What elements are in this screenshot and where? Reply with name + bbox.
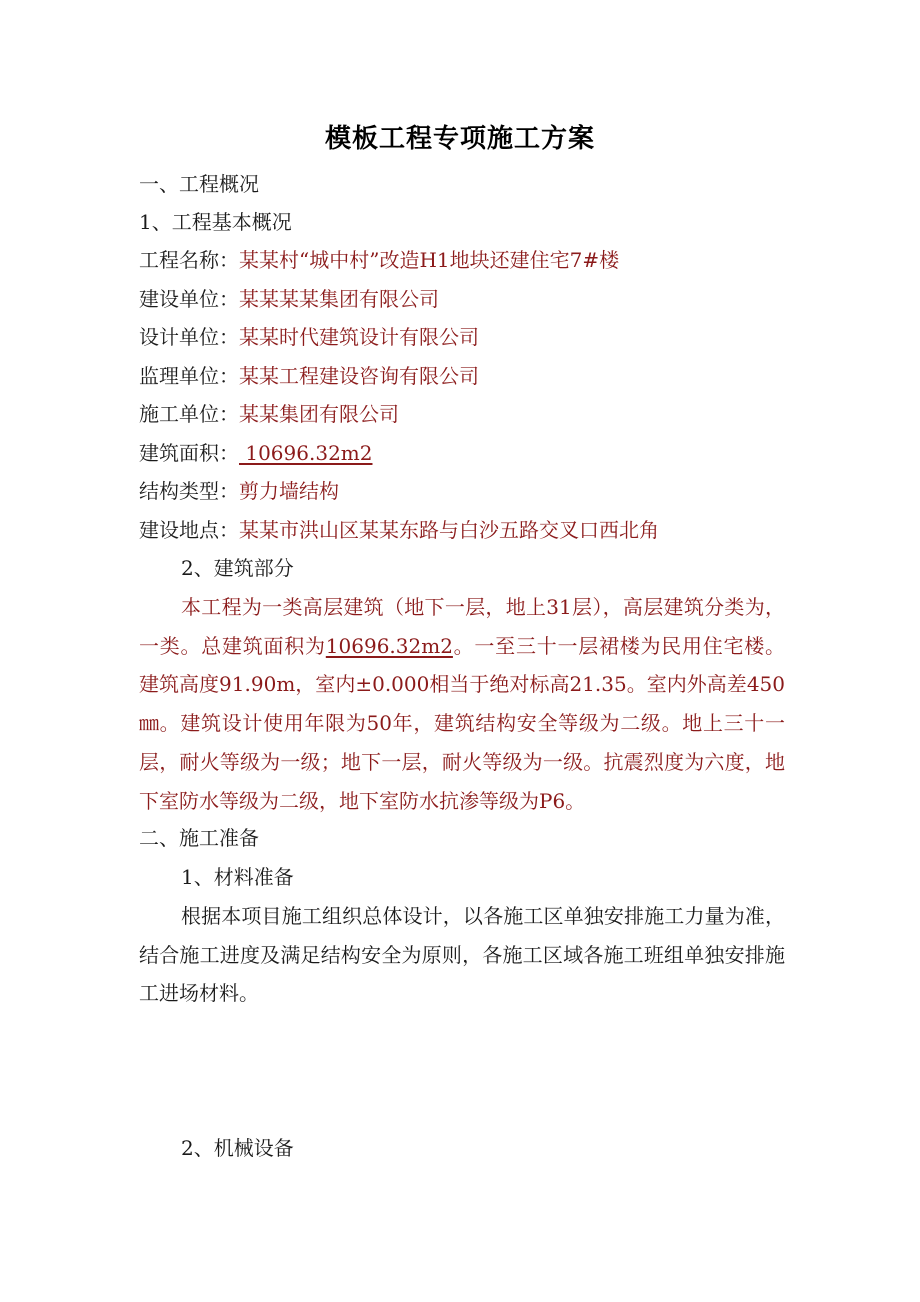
info-label: 建筑面积： (139, 441, 239, 465)
subsection-heading-building: 2、建筑部分 (181, 556, 294, 580)
info-row-client (139, 284, 439, 314)
info-row-supervisor (139, 361, 479, 391)
materials-paragraph: 根据本项目施工组织总体设计，以各施工区单独安排施工力量为准，结合施工进度及满足结构安全为原则，各施工区域各施工班组单独安排施工进场材料。 (139, 904, 785, 1006)
info-value: 10696.32m2 (239, 441, 373, 465)
info-row-contractor (139, 399, 399, 429)
info-value: 某某某某集团有限公司 (239, 287, 439, 311)
subsection-heading-machinery: 2、机械设备 (181, 1136, 294, 1160)
info-value: 某某工程建设咨询有限公司 (239, 364, 479, 388)
paragraph-text: 。一至三十一层裙楼为民用住宅楼。建筑高度91.90m，室内±0.000相当于绝对标高21.35。室内外高差450㎜。建筑设计使用年限为50年，建筑结构安全等级为二级。地上三十一层，耐火等级为一级；地下一层，耐火等级为一级。抗震烈度为六度，地下室防水等级为二级，地下室防水抗渗等级为P6。 (139, 633, 786, 813)
document-title: 模板工程专项施工方案 (324, 124, 595, 154)
info-row-project-name (139, 245, 619, 275)
paragraph-text: 本工程为一类高层建筑（地下一层，地上31层），高层建筑分类为，一类。总建筑面积为 (139, 595, 785, 658)
info-value: 剪力墙结构 (239, 479, 339, 503)
section-heading-overview: 一、工程概况 (139, 172, 259, 196)
info-label: 监理单位： (139, 364, 239, 388)
info-label: 结构类型： (139, 479, 239, 503)
info-row-location (139, 515, 659, 545)
section-heading-preparation: 二、施工准备 (139, 826, 259, 850)
info-value: 某某时代建筑设计有限公司 (239, 325, 479, 349)
info-value: 某某集团有限公司 (239, 402, 399, 426)
info-label: 工程名称： (139, 248, 239, 272)
info-row-area (139, 438, 372, 468)
info-label: 建设地点： (139, 518, 239, 542)
info-row-structure (139, 476, 339, 506)
info-label: 建设单位： (139, 287, 239, 311)
info-label: 施工单位： (139, 402, 239, 426)
info-value: 某某村“城中村”改造H1地块还建住宅7#楼 (239, 248, 620, 272)
subsection-heading-basic-info: 1、工程基本概况 (139, 210, 292, 234)
building-description-paragraph (139, 588, 785, 820)
info-row-designer (139, 322, 479, 352)
info-value: 某某市洪山区某某东路与白沙五路交叉口西北角 (239, 518, 659, 542)
info-label: 设计单位： (139, 325, 239, 349)
subsection-heading-materials: 1、材料准备 (181, 865, 294, 889)
paragraph-area-value: 10696.32m2 (325, 633, 453, 658)
